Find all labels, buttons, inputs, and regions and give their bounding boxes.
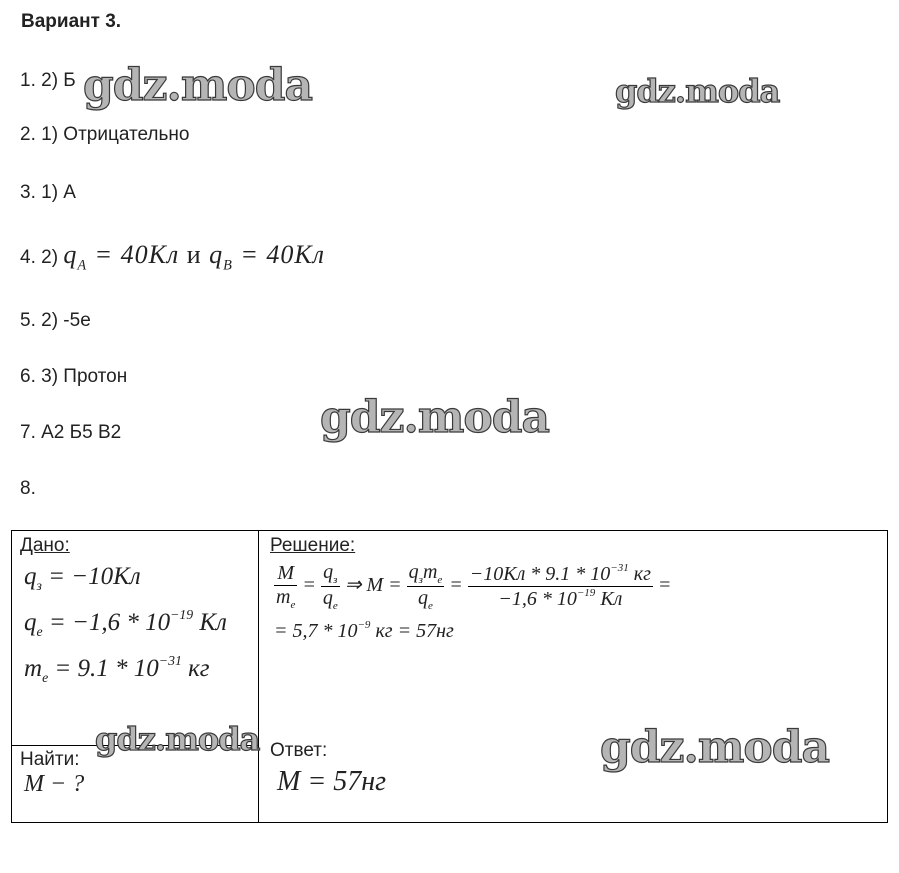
f4-den-val: −1,6 * 10 bbox=[498, 587, 577, 610]
f3-num-a-sub: з bbox=[418, 573, 423, 586]
find-value: M − ? bbox=[24, 771, 85, 797]
eq-sign: = bbox=[302, 574, 316, 597]
f2-num bbox=[321, 561, 340, 587]
f4-den bbox=[468, 587, 653, 611]
answer-4-num: 4. 2) bbox=[20, 247, 59, 268]
given-me-unit: кг bbox=[181, 655, 210, 682]
given-q-sub: з bbox=[36, 578, 42, 594]
line2-exp: −9 bbox=[357, 619, 371, 631]
given-q-value: = −10Кл bbox=[41, 563, 141, 590]
fraction-qme-over-qe bbox=[407, 561, 445, 612]
given-qe-exp: −19 bbox=[170, 607, 194, 622]
given-me-symbol: m bbox=[24, 655, 43, 682]
f4-num bbox=[468, 562, 653, 587]
eq2: = 40Кл bbox=[232, 240, 326, 269]
given-charge bbox=[24, 563, 141, 594]
f3-den bbox=[407, 587, 445, 612]
answer-5: 5. 2) -5е bbox=[20, 310, 91, 331]
fraction-m-over-me bbox=[274, 562, 297, 611]
f4-num-unit: кг bbox=[628, 562, 651, 585]
given-qe-unit: Кл bbox=[193, 609, 227, 636]
given-electron-charge bbox=[24, 607, 227, 640]
answer-3: 3. 1) А bbox=[20, 182, 76, 203]
watermark-1: gdz.moda bbox=[83, 60, 313, 111]
answer-8: 8. bbox=[20, 478, 36, 499]
given-me-value: = 9.1 * 10 bbox=[48, 655, 159, 682]
find-label: Найти: bbox=[20, 749, 80, 770]
f1-den-sub: е bbox=[290, 598, 296, 611]
given-label: Дано: bbox=[20, 535, 70, 556]
table-divider-vertical bbox=[258, 531, 259, 822]
f4-num-val: −10Кл * 9.1 * 10 bbox=[469, 562, 611, 585]
eq-sign-3: = bbox=[657, 574, 672, 597]
f3-den-sub: е bbox=[428, 599, 433, 612]
answer-2: 2. 1) Отрицательно bbox=[20, 124, 190, 145]
implies-arrow: ⇒ M = bbox=[344, 574, 407, 597]
f2-den-sub: е bbox=[332, 599, 338, 612]
solution-line-1 bbox=[274, 561, 671, 612]
f3-num-b: m bbox=[422, 561, 438, 583]
f3-den-sym: q bbox=[418, 586, 429, 609]
f1-den-sym: m bbox=[276, 585, 291, 608]
answer-1: 1. 2) Б bbox=[20, 70, 76, 91]
watermark-5: gdz.moda bbox=[600, 722, 830, 773]
and-word: и bbox=[186, 240, 202, 269]
given-qe-symbol: q bbox=[24, 609, 37, 636]
answer-7: 7. А2 Б5 В2 bbox=[20, 422, 122, 443]
problem-table bbox=[11, 530, 888, 823]
answer-4 bbox=[20, 240, 325, 274]
f2-den bbox=[321, 587, 340, 612]
eq1: = 40Кл bbox=[87, 240, 187, 269]
given-qe-value: = −1,6 * 10 bbox=[42, 609, 171, 636]
qb-symbol: q bbox=[201, 240, 224, 269]
given-q-symbol: q bbox=[24, 563, 37, 590]
answer-value: M = 57нг bbox=[277, 766, 387, 797]
f2-num-sub: з bbox=[333, 573, 338, 586]
fraction-q-over-qe bbox=[321, 561, 340, 612]
given-electron-mass bbox=[24, 653, 210, 686]
line2-a: = 5,7 * 10 bbox=[274, 619, 358, 642]
line2-b: кг = 57нг bbox=[370, 619, 454, 642]
given-qe-sub: е bbox=[36, 624, 43, 640]
given-me-exp: −31 bbox=[158, 653, 182, 668]
eq-sign-2: = bbox=[449, 574, 463, 597]
watermark-3: gdz.moda bbox=[320, 392, 550, 443]
f4-num-exp: −31 bbox=[610, 562, 629, 575]
watermark-4: gdz.moda bbox=[95, 720, 260, 758]
solution-label: Решение: bbox=[270, 535, 356, 556]
f3-num-a: q bbox=[408, 561, 419, 583]
solution-line-2 bbox=[274, 619, 454, 643]
watermark-2: gdz.moda bbox=[615, 72, 780, 110]
f1-den bbox=[274, 586, 297, 611]
f1-num: M bbox=[274, 562, 297, 586]
qb-sub: B bbox=[223, 257, 233, 274]
f2-den-sym: q bbox=[322, 586, 333, 609]
f2-num-sym: q bbox=[323, 561, 334, 583]
f4-den-exp: −19 bbox=[576, 586, 596, 599]
f3-num-b-sub: е bbox=[437, 573, 443, 586]
heading: Вариант 3. bbox=[21, 11, 122, 32]
answer-6: 6. 3) Протон bbox=[20, 366, 128, 387]
given-me-sub: е bbox=[42, 670, 49, 686]
fraction-numeric bbox=[468, 562, 653, 611]
qa-symbol: q bbox=[63, 240, 78, 269]
f3-num bbox=[407, 561, 445, 587]
answer-4-formula bbox=[63, 240, 326, 274]
f4-den-unit: Кл bbox=[595, 587, 623, 610]
answer-label: Ответ: bbox=[270, 740, 328, 761]
qa-sub: A bbox=[77, 257, 88, 274]
